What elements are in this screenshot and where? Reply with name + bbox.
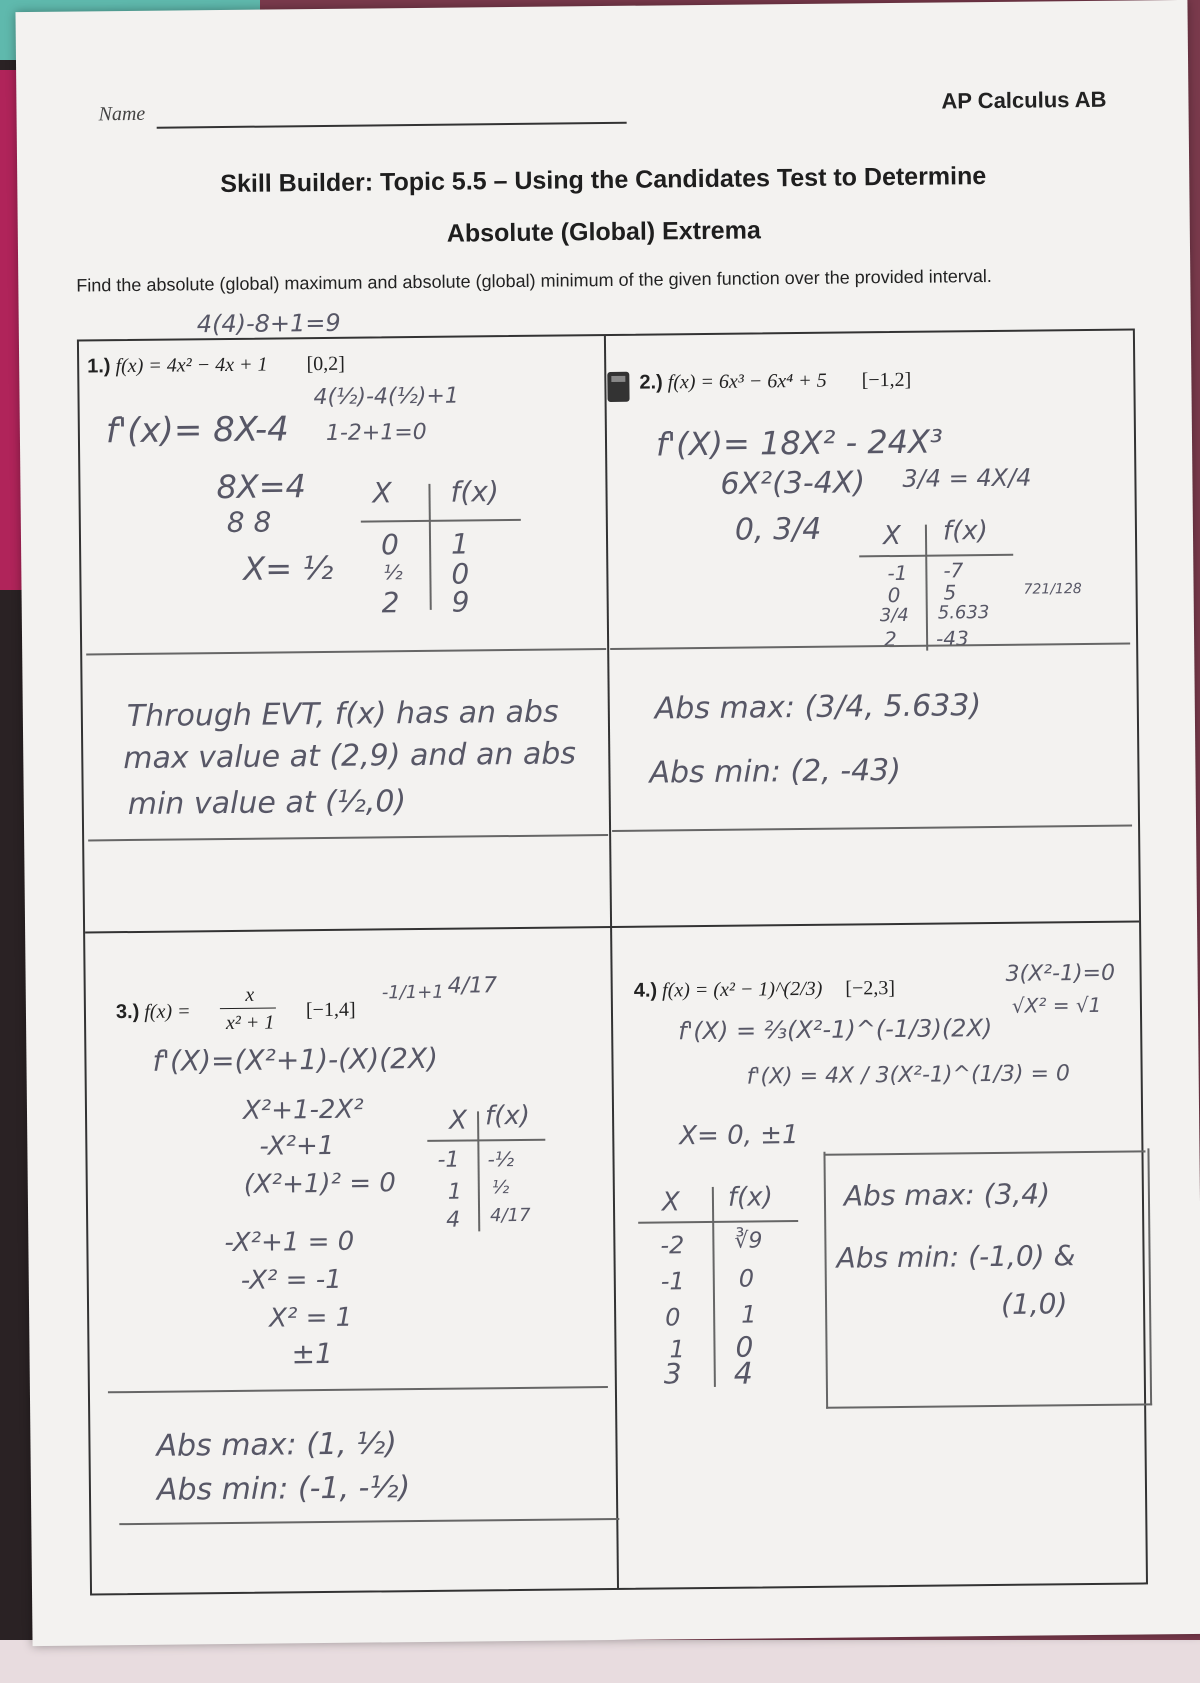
p2-derivative: f'(X)= 18X² - 24X³ [655,422,943,464]
p3-step2: X²+1-2X² [242,1094,364,1126]
p2-critical-points: 0, 3/4 [734,511,822,548]
p3-f-value: ½ [491,1177,510,1199]
p2-x-value: 3/4 [879,604,909,627]
p2-side-fraction: 721/128 [1023,581,1082,598]
p1-conclusion-line3: min value at (½,0) [127,784,407,823]
problem-1-label: 1.) [87,355,111,378]
instructions: Find the absolute (global) maximum and absolute (global) minimum of the given function over the provided interval. [76,265,992,296]
p3-top-note2: 4/17 [447,973,498,999]
worksheet [15,0,1200,1646]
p2-table-header-f: f(x) [942,516,988,547]
p3-table-header-x: X [448,1105,468,1136]
calculator-icon [607,372,629,402]
p2-abs-max: Abs max: (3/4, 5.633) [654,688,982,727]
p3-step6: -X² = -1 [240,1264,342,1296]
p3-f-value: 4/17 [489,1204,531,1227]
p3-x-value: -1 [437,1147,460,1173]
problem-3-statement [116,1000,191,1024]
p3-step8: ±1 [291,1336,333,1371]
p4-side-note2: √X² = √1 [1011,992,1102,1018]
name-label: Name [98,102,146,126]
p2-f-value: 5 [943,580,957,605]
p3-x-value: 1 [447,1179,462,1205]
p4-x-value: -1 [660,1267,685,1296]
p1-solve-step2: 8 8 [226,505,272,539]
p3-x-value: 4 [446,1207,461,1233]
p2-fraction-step: 3/4 = 4X/4 [902,463,1032,493]
problem-4-label: 4.) [633,979,658,1002]
problem-1-interval: [0,2] [306,352,345,376]
p1-solve-step1: 8X=4 [216,467,307,507]
p4-abs-max: Abs max: (3,4) [843,1177,1051,1213]
p1-f-value: 1 [450,527,470,561]
course-title: AP Calculus AB [941,86,1107,114]
p4-x-value: 1 [669,1335,685,1364]
background-bottom [0,1640,1200,1683]
problem-4-interval: [−2,3] [845,977,896,1000]
problem-4-statement [634,977,895,1003]
p1-substitution-result: 1-2+1=0 [325,419,427,446]
p4-f-value: 4 [733,1356,754,1392]
p2-x-value: -1 [887,560,908,586]
p4-derivative: f'(X) = ⅔(X²-1)^(-1/3)(2X) [678,1014,993,1046]
p1-table-header-f: f(x) [450,475,499,509]
p3-abs-max: Abs max: (1, ½) [156,1426,398,1464]
p4-f-value: ∛9 [734,1228,763,1254]
p3-step3: -X²+1 [259,1130,335,1162]
p1-conclusion-line1: Through EVT, f(x) has an abs [126,694,559,735]
worksheet-title-line2: Absolute (Global) Extrema [446,216,761,248]
problem-2-label: 2.) [639,371,663,394]
problem-1-function: f(x) = 4x² − 4x + 1 [115,353,268,378]
p1-critical-point: X= ½ [243,548,334,588]
worksheet-title-line1: Skill Builder: Topic 5.5 – Using the Candidates Test to Determine [220,162,987,199]
name-line [157,122,627,129]
problem-2-statement [639,369,911,395]
p3-step4: (X²+1)² = 0 [243,1168,397,1200]
p3-derivative: f'(X)=(X²+1)-(X)(2X) [152,1041,439,1078]
p1-conclusion-line2: max value at (2,9) and an abs [123,736,577,777]
problem-3-function-prefix: f(x) = [144,1000,191,1023]
p4-x-value: 3 [663,1357,682,1391]
grid-divider-vertical [604,336,619,1588]
p3-table-header-f: f(x) [484,1100,531,1132]
p2-table-header-x: X [882,520,901,552]
problem-2-function: f(x) = 6x³ − 6x⁴ + 5 [667,369,827,394]
p3-step7: X² = 1 [269,1302,353,1334]
p2-factored: 6X²(3-4X) [720,465,866,502]
p4-x-value: -2 [660,1231,685,1260]
p4-side-note1: 3(X²-1)=0 [1005,960,1116,987]
p1-x-value: 0 [380,528,400,562]
p3-abs-min: Abs min: (-1, -½) [156,1470,411,1508]
problem-3-denominator: x² + 1 [225,1011,275,1035]
p2-f-value: 5.633 [937,602,990,624]
p4-critical-points: X= 0, ±1 [679,1120,799,1152]
p1-derivative: f'(x)= 8X-4 [105,409,290,452]
p1-substitution: 4(½)-4(½)+1 [313,383,459,411]
p1-f-value: 0 [451,557,470,591]
problem-3-label: 3.) [115,1000,140,1024]
problem-2-interval: [−1,2] [861,368,912,392]
p1-x-value: ½ [383,560,403,585]
p4-abs-min: Abs min: (-1,0) & [836,1239,1076,1275]
p2-abs-min: Abs min: (2, -43) [649,752,902,791]
p4-f-value: 1 [741,1300,757,1329]
p1-f-value: 9 [451,585,470,619]
p3-f-value: -½ [487,1147,515,1172]
problem-4-function: f(x) = (x² − 1)^(2/3) [661,977,823,1002]
p4-abs-min-second: (1,0) [1000,1287,1068,1321]
problem-3-numerator: x [245,983,255,1006]
problem-1-statement [87,353,345,379]
p4-table-header-f: f(x) [727,1182,773,1213]
p1-x-value: 2 [381,586,400,620]
problem-3-interval: [−1,4] [305,998,356,1022]
p1-top-note: 4(4)-8+1=9 [196,308,341,339]
p4-f-value: 0 [738,1264,755,1293]
p4-derivative-simplified: f'(X) = 4X / 3(X²-1)^(1/3) = 0 [746,1061,1071,1090]
p3-step5: -X²+1 = 0 [224,1226,355,1259]
p1-table-header-x: X [372,476,392,510]
p4-f-value: 0 [735,1330,754,1364]
p4-x-value: 0 [665,1303,681,1332]
p3-top-note1: -1/1+1 [381,981,444,1004]
p4-table-header-x: X [661,1187,680,1218]
p2-f-value: -43 [935,626,969,651]
p2-x-value: 2 [883,626,897,652]
p2-f-value: -7 [943,558,964,583]
p2-x-value: 0 [887,582,901,608]
